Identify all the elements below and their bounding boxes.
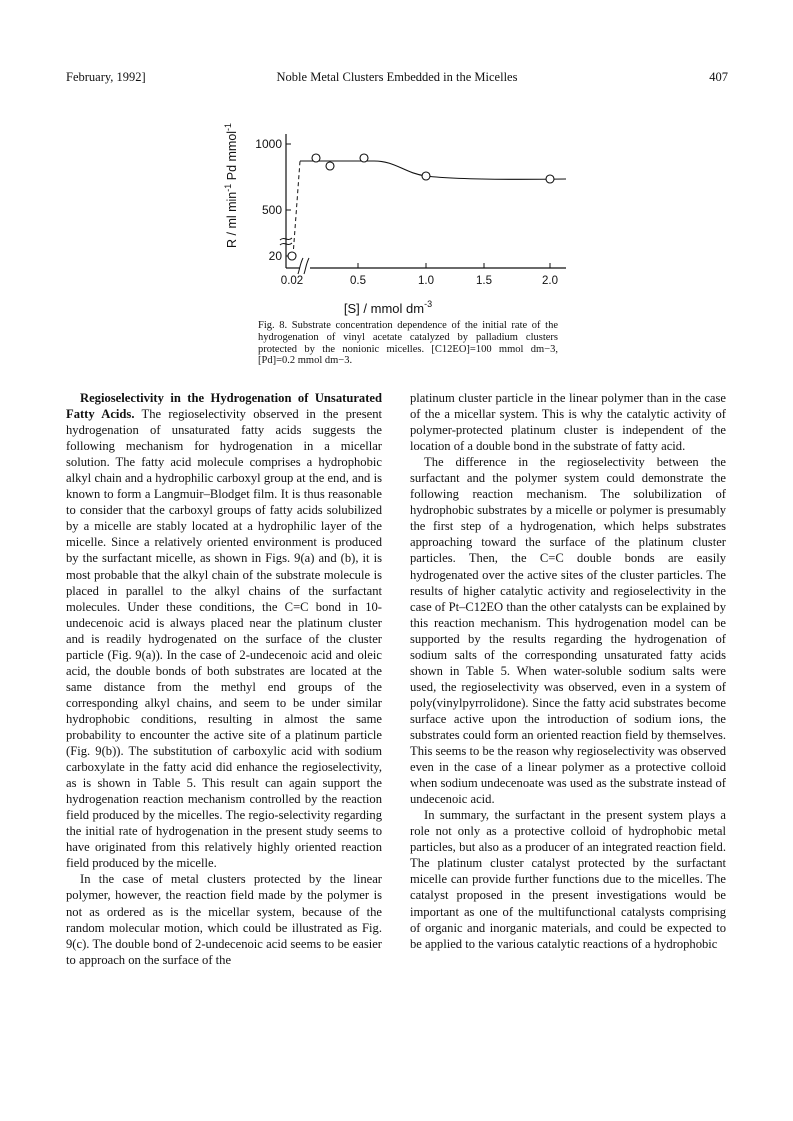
section-heading: Regioselectivity in the Hydrogenation of Unsaturated Fatty Acids. — [66, 391, 382, 422]
y-tick-label-500: 500 — [261, 203, 282, 217]
y-axis-label: R / ml $\min^{-1} Pd$ mmol$^{-1}$ — [223, 122, 239, 248]
paragraph: In the case of metal clusters protected by the linear polymer, however, the reaction field made by the polymer is not as ordered as is the micellar system, because of the random molecular motion, which could be illustrated as Fig. 9(c). The double bond of 2-undecenoic acid seems to be easier to approach on the surface of the — [66, 872, 382, 967]
caption-label: Fig. 8. — [258, 320, 288, 331]
paragraph — [66, 390, 382, 871]
x-axis-label: [S] / mmol $dm^{-3}$ — [343, 299, 433, 316]
caption-text: Substrate concentration dependence of the initial rate of the hydrogenation of vinyl acetate catalyzed by palladium clusters protected by the nonionic micelles. [C12EO]=100 mmol dm−3, [Pd]=0.2 mmol dm−3. — [258, 320, 558, 367]
data-point-4 — [360, 154, 368, 162]
x-tick-label-1.0: 1.0 — [418, 275, 434, 287]
paragraph: platinum cluster particle in the linear polymer than in the case of the a micellar system. This is why the catalytic activity of polymer-protected platinum cluster is independent of the location of a double bond in the substrate of fatty acid. — [410, 391, 726, 454]
paragraph: The difference in the regioselectivity between the surfactant and the polymer system could demonstrate the following reaction mechanism. The solubilization of hydrophobic substrates by a micelle or polymer is presumably the first step of a hydrogenation, which helps substrates approaching toward the surface of the platinum cluster particles. Then, the C=C double bonds are easily hydrogenated over the active sites of the cluster particles. The results of higher catalytic activity and regioselectivity in the case of Pt–C12EO than the other catalysts can be explained by this reaction mechanism. This hydrogenation model can be supported by the results regarding the hydrogenation of sodium salts of the corresponding unsaturated fatty acids shown in Table 5. When water-soluble sodium salts were used, the regioselectivity was observed, even in a system of poly(vinylpyrrolidone). Since the fatty acid substrates become surface active upon the introduction of sodium ions, the substrates could form an oriented reaction field by themselves. This seems to be the reason why regioselectivity was observed even in the case of a linear polymer as a protective colloid when sodium undecenoate was used as the substrate instead of undecenoic acid. — [410, 455, 726, 807]
data-point-1 — [288, 252, 296, 260]
data-point-6 — [546, 175, 554, 183]
paragraph: In summary, the surfactant in the present system plays a role not only as a protective colloid of hydrophobic metal particles, but also as a producer of an integrated reaction field. The platinum cluster catalyst protected by the surfactant micelle can provide further functions due to the micelles. The catalyst proposed in the present investigations would be important as one of the multifunctional catalysts comprising of organic and inorganic materials, and could be expected to be applied to the various catalytic reactions of a hydrophobic — [410, 808, 726, 951]
data-point-3 — [326, 162, 334, 170]
x-tick-label-2.0: 2.0 — [542, 275, 558, 287]
x-tick-label-1.5: 1.5 — [476, 275, 492, 287]
figure-8-chart — [200, 108, 580, 318]
paragraph-text: The regioselectivity observed in the present hydrogenation of unsaturated fatty acids suggests the following mechanism for hydrogenation in a micellar solution. The fatty acid molecule comprises a hydrophobic alkyl chain and a hydrophilic carboxyl group at the end, and is known to form a Langmuir–Blodget film. It is thus reasonable to consider that the carboxyl groups of fatty acids solubilized by a micelle are stably located at a hydrophilic layer of the micelle. Since a relatively oriented environment is produced by the surfactant micelle, as shown in Figs. 9(a) and (b), it is most probable that the alkyl chain of the substrate molecule is placed in parallel to the alkyl chains of the surfactant molecules. Under these conditions, the C=C bond in 10-undecenoic acid is always placed near the platinum cluster and is readily hydrogenated on the surface of the cluster particle (Fig. 9(a)). In the case of 2-undecenoic acid and oleic acid, the double bonds of both substrates are located at the same distance from the methyl end groups of the corresponding alkyl chains, and seem to be under similar hydrophobic conditions, resulting in almost the same probability to encounter the active site of a platinum particle (Fig. 9(b)). The substitution of carboxylic acid with sodium carboxylate in the fatty acid did enhance the regioselectivity, as is shown in Table 5. This result can again support the hydrogenation reaction mechanism controlled by the reaction field produced by the micelles. The regio-selectivity regarding the initial rate of hydrogenation in the present study seems to have originated from this relatively highly oriented reaction field produced by the micelle. — [66, 407, 383, 871]
left-column — [66, 390, 382, 968]
page-number: 407 — [709, 70, 728, 84]
right-column — [410, 390, 726, 952]
y-tick-label-20: 20 — [268, 249, 282, 263]
fit-curve-rise — [293, 161, 300, 256]
x-axis-break-mark — [298, 258, 303, 274]
header-title: Noble Metal Clusters Embedded in the Micelles — [276, 70, 518, 84]
x-axis-break-mark-2 — [304, 258, 309, 274]
data-point-5 — [422, 172, 430, 180]
figure-caption — [258, 320, 558, 367]
data-point-2 — [312, 154, 320, 162]
fit-curve-plateau — [300, 161, 566, 179]
running-header — [66, 70, 728, 88]
y-tick-label-1000: 1000 — [255, 137, 282, 151]
x-tick-label-0.5: 0.5 — [350, 275, 366, 287]
x-tick-label-0.02: 0.02 — [280, 275, 304, 287]
header-date: February, 1992] — [66, 70, 146, 84]
